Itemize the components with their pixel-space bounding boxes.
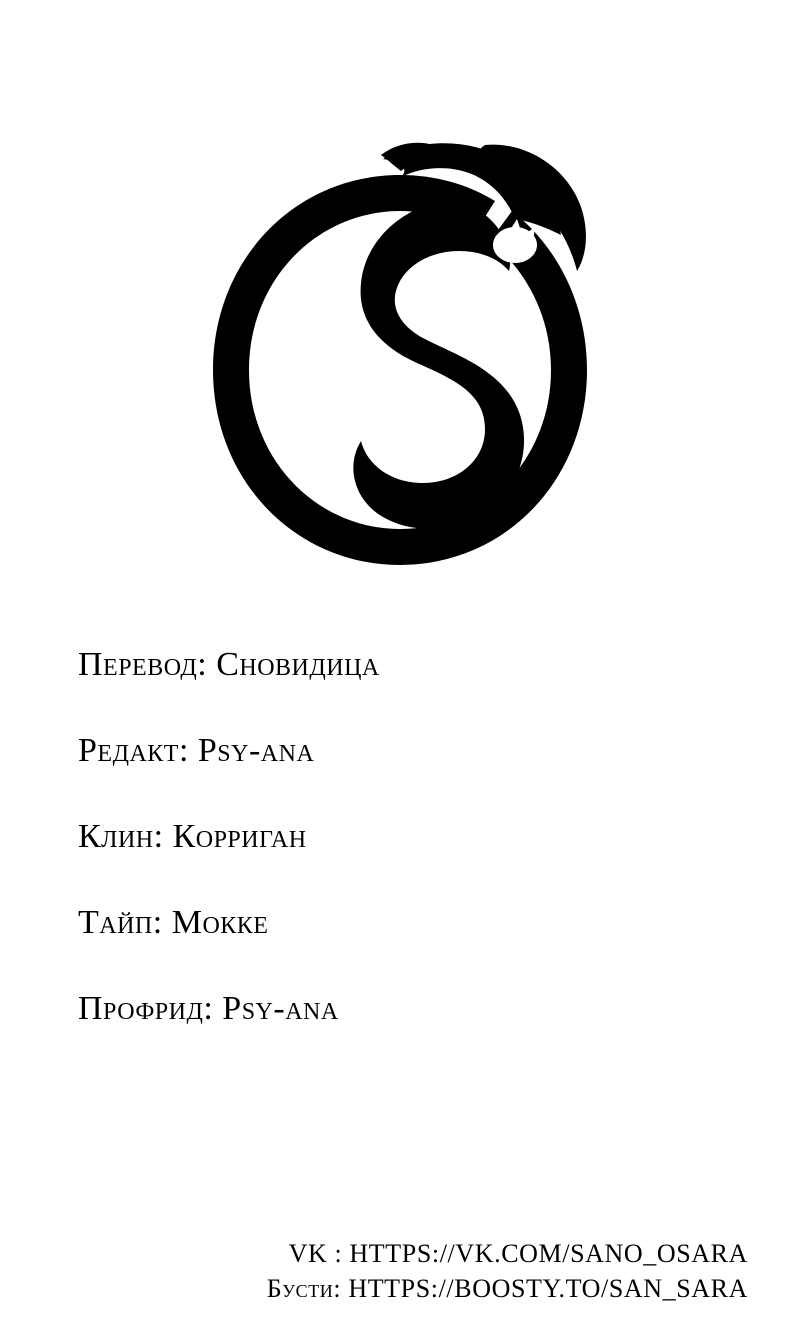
credit-role: Профрид: [78, 990, 214, 1027]
credit-role: Тайп: [78, 904, 163, 941]
credit-name: Psy-ana [197, 732, 315, 769]
credit-name: Корриган [172, 818, 307, 855]
logo-container [0, 100, 800, 600]
credits-list [78, 648, 718, 1078]
footer-link-vk[interactable]: VK : HTTPS://VK.COM/SANO_OSARA [288, 1239, 748, 1269]
credit-role: Перевод: [78, 646, 208, 683]
credit-name: Сновидица [216, 646, 380, 683]
credit-line-edit [78, 734, 718, 768]
footer-links [267, 1237, 748, 1306]
credit-line-clean [78, 820, 718, 854]
credit-line-proofread [78, 992, 718, 1026]
credit-line-typeset [78, 906, 718, 940]
credit-name: Psy-ana [222, 990, 339, 1027]
credit-line-translation [78, 648, 718, 682]
footer-link-boosty[interactable]: Бусти: HTTPS://BOOSTY.TO/SAN_SARA [266, 1273, 748, 1303]
credit-name: Мокке [171, 904, 269, 941]
ouroboros-snake-logo [185, 115, 615, 585]
credit-role: Редакт: [78, 732, 189, 769]
credit-role: Клин: [78, 818, 164, 855]
